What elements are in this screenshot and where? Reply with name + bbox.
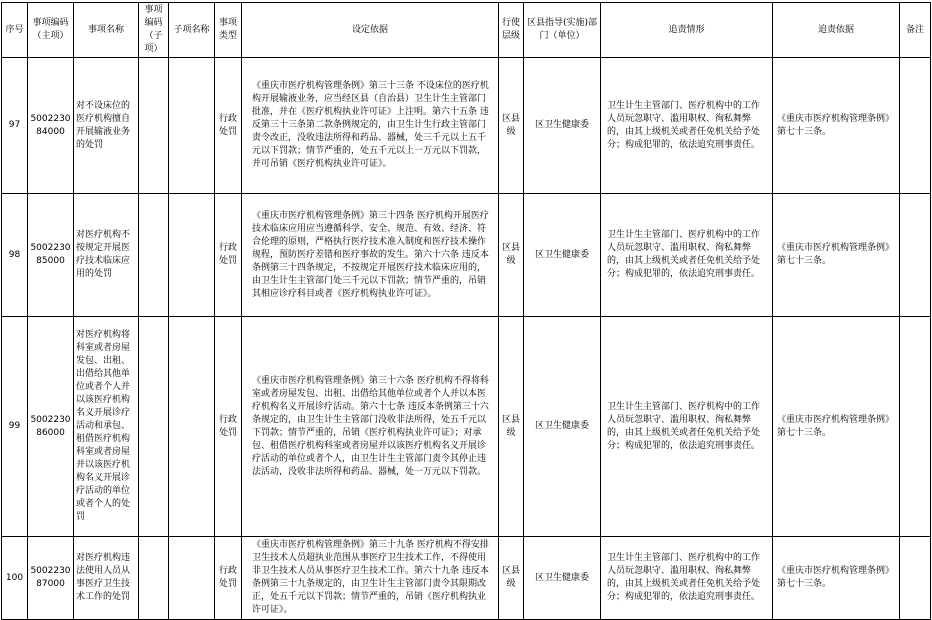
cell-level: 区县级 [499, 58, 524, 194]
cell-name: 对不设床位的医疗机构擅自开展输液业务的处罚 [74, 58, 139, 194]
cell-dept: 区卫生健康委 [524, 537, 601, 620]
cell-level: 区县级 [499, 537, 524, 620]
table-row [2, 537, 931, 620]
cell-code: 500223085000 [28, 194, 74, 317]
table-row [2, 194, 931, 317]
cell-type: 行政处罚 [215, 194, 242, 317]
header-row [2, 3, 931, 58]
cell-duty-basis: 《重庆市医疗机构管理条例》第七十三条。 [773, 537, 900, 620]
cell-sub-name [169, 194, 215, 317]
cell-duty: 卫生计生主管部门、医疗机构中的工作人员玩忽职守、滥用职权、徇私舞弊的，由其上级机关或者任免机关给予处分；构成犯罪的，依法追究刑事责任。 [601, 537, 773, 620]
cell-seq: 98 [2, 194, 28, 317]
header-name: 事项名称 [74, 3, 139, 58]
cell-code-sub [139, 537, 169, 620]
cell-code-sub [139, 317, 169, 537]
cell-level: 区县级 [499, 317, 524, 537]
cell-basis: 《重庆市医疗机构管理条例》第三十六条 医疗机构不得将科室或者房屋发包、出租、出借给其他单位或者个人并以本医疗机构名义开展诊疗活动。第六十七条 违反本条例第三十六条规定的，由卫生计生主管部门没收非法所得，处五千元以下罚款；情节严重的，吊销《医疗机构执业许可证》；对承包、租借医疗机构科室或者房屋并以该医疗机构名义开展诊疗活动的单位或者个人，由卫生计生主管部门责令其停止违法活动，没收非法所得和药品、器械，处一万元以下罚款。 [242, 317, 499, 537]
cell-remark [900, 537, 931, 620]
cell-code-sub [139, 58, 169, 194]
header-code-main: 事项编码（主项） [28, 3, 74, 58]
cell-dept: 区卫生健康委 [524, 317, 601, 537]
cell-name: 对医疗机构违法使用人员从事医疗卫生技术工作的处罚 [74, 537, 139, 620]
cell-remark [900, 317, 931, 537]
cell-basis: 《重庆市医疗机构管理条例》第三十九条 医疗机构不得安排卫生技术人员超执业范围从事医疗卫生技术工作，不得使用非卫生技术人员从事医疗卫生技术工作。第六十九条 违反本条例第三十九条规定的，由卫生计生主管部门责令其限期改正，处五千元以下罚款；情节严重的，吊销《医疗机构执业许可证》。 [242, 537, 499, 620]
cell-duty-basis: 《重庆市医疗机构管理条例》第七十三条。 [773, 194, 900, 317]
header-sub-name: 子项名称 [169, 3, 215, 58]
responsibility-table [1, 2, 931, 620]
cell-seq: 97 [2, 58, 28, 194]
cell-name: 对医疗机构将科室或者房屋发包、出租、出借给其他单位或者个人并以该医疗机构名义开展诊疗活动和承包、租借医疗机构科室或者房屋并以该医疗机构名义开展诊疗活动的单位或者个人的处罚 [74, 317, 139, 537]
table-row [2, 317, 931, 537]
cell-seq: 100 [2, 537, 28, 620]
cell-remark [900, 194, 931, 317]
cell-type: 行政处罚 [215, 58, 242, 194]
cell-sub-name [169, 317, 215, 537]
header-type: 事项类型 [215, 3, 242, 58]
header-duty: 追责情形 [601, 3, 773, 58]
cell-level: 区县级 [499, 194, 524, 317]
cell-dept: 区卫生健康委 [524, 194, 601, 317]
cell-duty: 卫生计生主管部门、医疗机构中的工作人员玩忽职守、滥用职权、徇私舞弊的，由其上级机关或者任免机关给予处分；构成犯罪的，依法追究刑事责任。 [601, 194, 773, 317]
cell-name: 对医疗机构不按规定开展医疗技术临床应用的处罚 [74, 194, 139, 317]
header-code-sub: 事项编码（子项） [139, 3, 169, 58]
header-dept: 区县指导(实施)部门（单位） [524, 3, 601, 58]
cell-dept: 区卫生健康委 [524, 58, 601, 194]
cell-seq: 99 [2, 317, 28, 537]
cell-basis: 《重庆市医疗机构管理条例》第三十四条 医疗机构开展医疗技术临床应用应当遵循科学、安全、规范、有效、经济、符合伦理的原则，严格执行医疗技术准入制度和医疗技术操作规程，预防医疗差错和医疗事故的发生。第六十六条 违反本条例第三十四条规定，不按规定开展医疗技术临床应用的，由卫生计生主管部门处三千元以下罚款；情节严重的，吊销其相应诊疗科目或者《医疗机构执业许可证》。 [242, 194, 499, 317]
cell-code-sub [139, 194, 169, 317]
cell-duty-basis: 《重庆市医疗机构管理条例》第七十三条。 [773, 317, 900, 537]
header-duty-basis: 追责依据 [773, 3, 900, 58]
cell-type: 行政处罚 [215, 537, 242, 620]
header-remark: 备注 [900, 3, 931, 58]
cell-duty: 卫生计生主管部门、医疗机构中的工作人员玩忽职守、滥用职权、徇私舞弊的，由其上级机关或者任免机关给予处分；构成犯罪的，依法追究刑事责任。 [601, 58, 773, 194]
cell-code: 500223087000 [28, 537, 74, 620]
cell-duty-basis: 《重庆市医疗机构管理条例》第七十三条。 [773, 58, 900, 194]
cell-duty: 卫生计生主管部门、医疗机构中的工作人员玩忽职守、滥用职权、徇私舞弊的，由其上级机关或者任免机关给予处分；构成犯罪的，依法追究刑事责任。 [601, 317, 773, 537]
cell-basis: 《重庆市医疗机构管理条例》第三十三条 不设床位的医疗机构开展输液业务，应当经区县（自治县）卫生计生主管部门批准，并在《医疗机构执业许可证》上注明。第六十五条 违反第三十三条第二款条例规定的，由卫生计生行政主管部门责令改正，没收违法所得和药品、器械，处三千元以上五千元以下罚款；情节严重的，处五千元以上一万元以下罚款，并可吊销《医疗机构执业许可证》。 [242, 58, 499, 194]
table-row [2, 58, 931, 194]
header-level: 行使层级 [499, 3, 524, 58]
header-seq: 序号 [2, 3, 28, 58]
cell-code: 500223084000 [28, 58, 74, 194]
cell-remark [900, 58, 931, 194]
cell-sub-name [169, 537, 215, 620]
header-basis: 设定依据 [242, 3, 499, 58]
cell-type: 行政处罚 [215, 317, 242, 537]
cell-code: 500223086000 [28, 317, 74, 537]
cell-sub-name [169, 58, 215, 194]
